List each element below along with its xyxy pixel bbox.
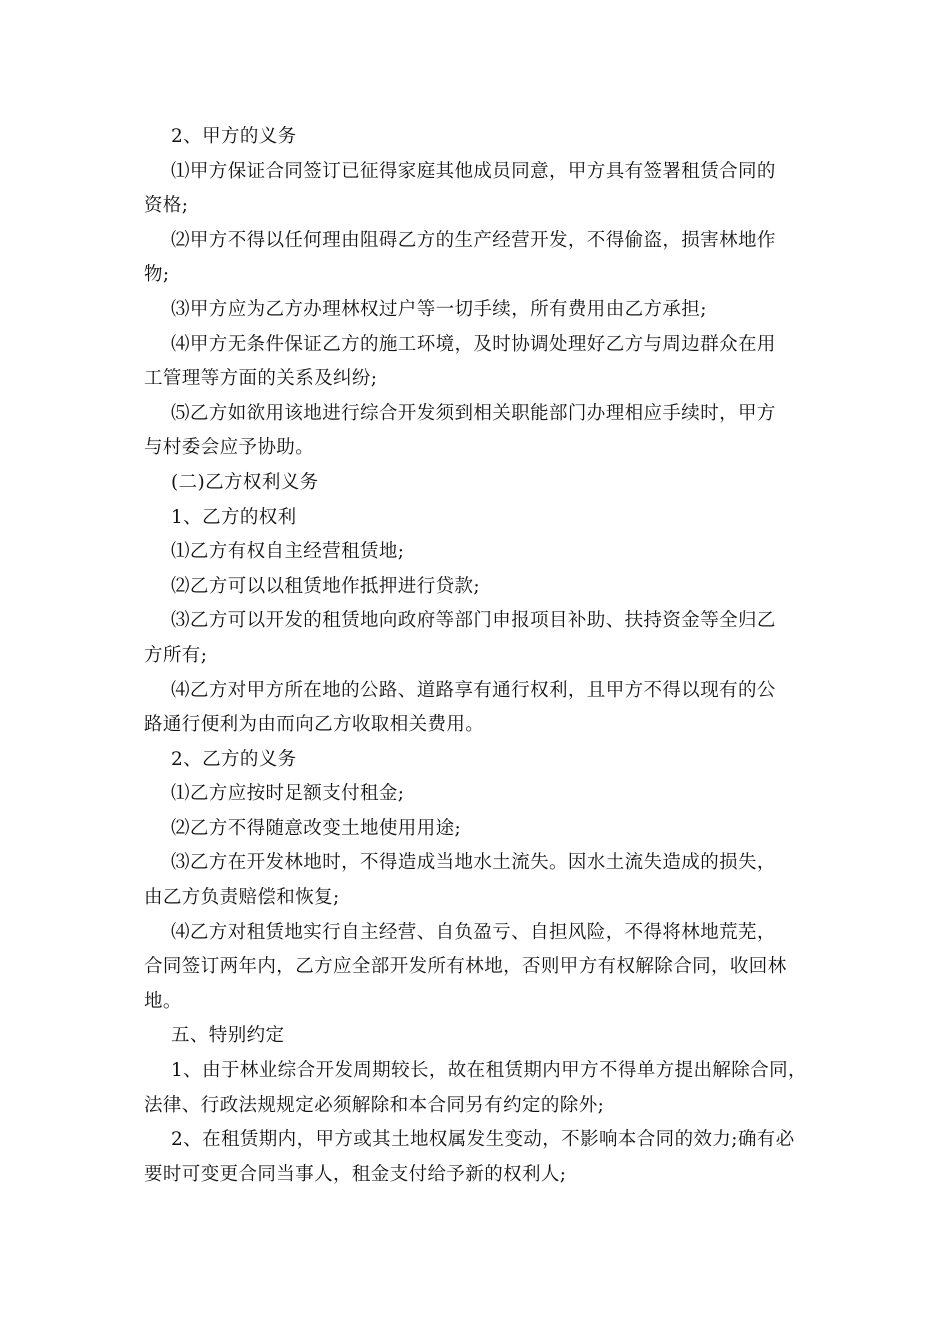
text-line: 2、甲方的义务 — [171, 126, 297, 147]
text-line: ⑵乙方可以以租赁地作抵押进行贷款; — [171, 575, 481, 597]
text-line: ⑴乙方应按时足额支付租金; — [171, 783, 405, 805]
paragraph-clause — [144, 846, 812, 915]
text-line: 由乙方负责赔偿和恢复; — [144, 887, 340, 909]
text-line: 2、乙方的义务 — [171, 748, 297, 770]
text-line: 合同签订两年内，乙方应全部开发所有林地，否则甲方有权解除合同，收回林 — [144, 956, 787, 978]
text-line: 资格; — [144, 195, 189, 217]
text-line: ⑴甲方保证合同签订已征得家庭其他成员同意，甲方具有签署租赁合同的 — [171, 160, 776, 182]
paragraph-clause — [144, 397, 812, 466]
paragraph-clause — [144, 916, 812, 1020]
paragraph-clause — [144, 812, 812, 847]
text-line: ⑷甲方无条件保证乙方的施工环境，及时协调处理好乙方与周边群众在用 — [171, 333, 776, 355]
text-line: 与村委会应予协助。 — [144, 437, 315, 459]
paragraph-party-a-obligations-heading — [144, 120, 812, 155]
paragraph-clause — [144, 604, 812, 673]
text-line: ⑶乙方可以开发的租赁地向政府等部门申报项目补助、扶持资金等全归乙 — [171, 610, 776, 632]
paragraph-clause — [144, 293, 812, 328]
document-body — [144, 120, 812, 1192]
text-line: 物; — [144, 264, 170, 286]
text-line: 1、乙方的权利 — [171, 506, 297, 528]
text-line: ⑸乙方如欲用该地进行综合开发须到相关职能部门办理相应手续时，甲方 — [171, 402, 776, 424]
paragraph-clause — [144, 674, 812, 743]
text-line: 五、特别约定 — [171, 1025, 285, 1047]
paragraph-subheading — [144, 501, 812, 536]
text-line: ⑵甲方不得以任何理由阻碍乙方的生产经营开发，不得偷盗，损害林地作 — [171, 229, 776, 251]
text-line: ⑵乙方不得随意改变土地使用用途; — [171, 817, 462, 839]
paragraph-clause — [144, 155, 812, 224]
text-line: 方所有; — [144, 644, 208, 666]
text-line: ⑷乙方对甲方所在地的公路、道路享有通行权利，且甲方不得以现有的公 — [171, 679, 776, 701]
text-line: (二)乙方权利义务 — [171, 471, 319, 493]
paragraph-section-heading — [144, 1019, 812, 1054]
text-line: 工管理等方面的关系及纠纷; — [144, 368, 378, 390]
text-line: 地。 — [144, 990, 182, 1012]
text-line: ⑷乙方对租赁地实行自主经营、自负盈亏、自担风险，不得将林地荒芜， — [171, 921, 776, 943]
text-line: 1、由于林业综合开发周期较长，故在租赁期内甲方不得单方提出解除合同， — [171, 1060, 807, 1082]
text-line: ⑴乙方有权自主经营租赁地; — [171, 541, 405, 563]
paragraph-clause — [144, 1123, 812, 1192]
paragraph-clause — [144, 224, 812, 293]
paragraph-clause — [144, 328, 812, 397]
paragraph-section-heading — [144, 466, 812, 501]
text-line: 2、在租赁期内，甲方或其土地权属发生变动，不影响本合同的效力;确有必 — [171, 1129, 795, 1151]
text-line: ⑶甲方应为乙方办理林权过户等一切手续，所有费用由乙方承担; — [171, 298, 707, 320]
paragraph-clause — [144, 1054, 812, 1123]
text-line: 路通行便利为由而向乙方收取相关费用。 — [144, 714, 485, 736]
text-line: ⑶乙方在开发林地时，不得造成当地水土流失。因水土流失造成的损失， — [171, 852, 776, 874]
paragraph-subheading — [144, 743, 812, 778]
paragraph-clause — [144, 777, 812, 812]
text-line: 要时可变更合同当事人，租金支付给予新的权利人; — [144, 1163, 567, 1185]
paragraph-clause — [144, 570, 812, 605]
text-line: 法律、行政法规规定必须解除和本合同另有约定的除外; — [144, 1094, 605, 1116]
paragraph-clause — [144, 535, 812, 570]
